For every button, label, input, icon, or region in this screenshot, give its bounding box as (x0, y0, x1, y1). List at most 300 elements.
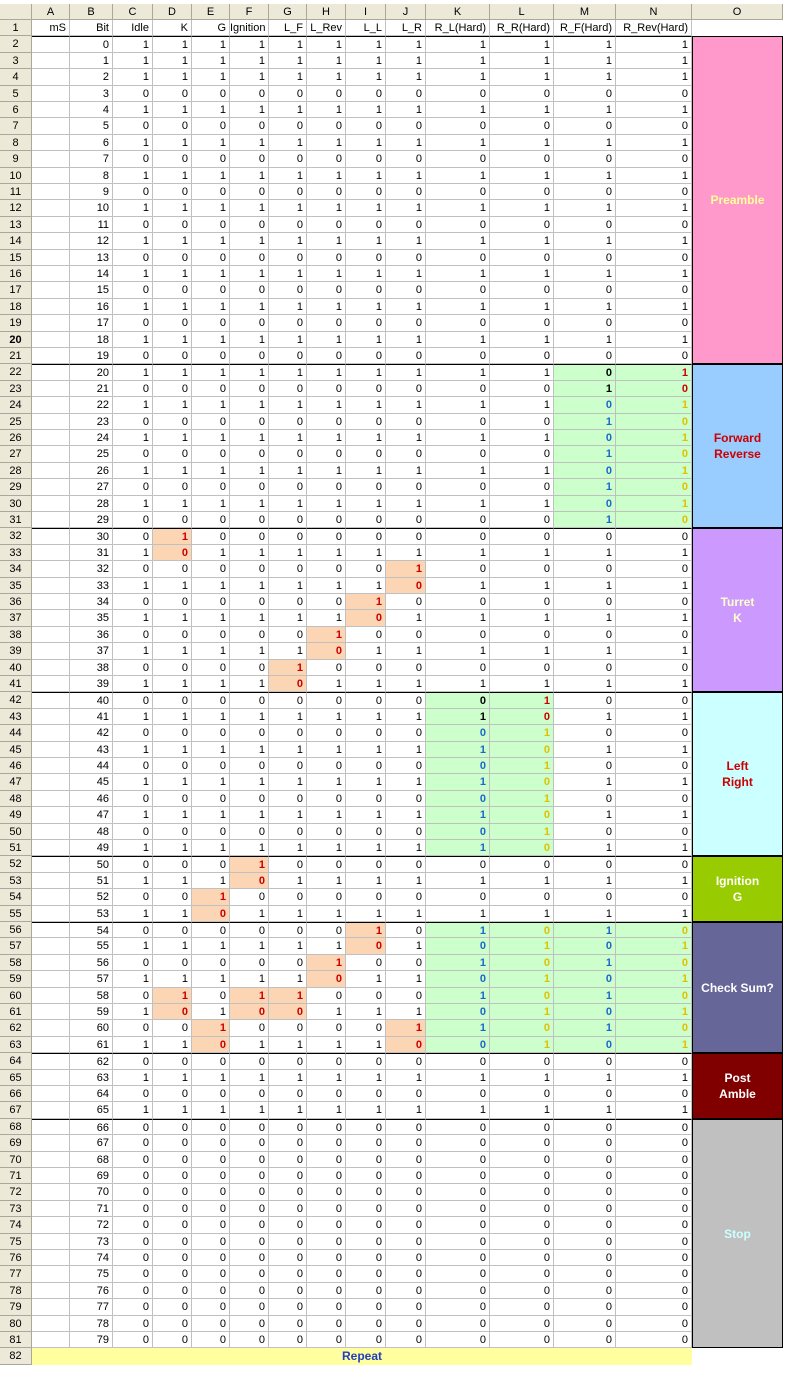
signal-cell[interactable]: 1 (616, 233, 692, 249)
signal-cell[interactable]: 0 (616, 86, 692, 102)
signal-cell[interactable]: 1 (192, 840, 230, 856)
signal-cell[interactable]: 1 (616, 496, 692, 512)
signal-cell[interactable]: 1 (230, 168, 269, 184)
signal-cell[interactable]: 1 (269, 774, 307, 790)
signal-cell[interactable]: 0 (490, 840, 554, 856)
row-header-22[interactable]: 22 (0, 364, 32, 380)
signal-cell[interactable]: 1 (554, 381, 616, 397)
ms-cell[interactable] (32, 233, 70, 249)
signal-cell[interactable]: 1 (346, 168, 386, 184)
row-header-2[interactable]: 2 (0, 36, 32, 52)
signal-cell[interactable]: 1 (230, 807, 269, 823)
ms-cell[interactable] (32, 414, 70, 430)
signal-cell[interactable]: 1 (490, 53, 554, 69)
signal-cell[interactable]: 0 (490, 922, 554, 938)
signal-cell[interactable]: 0 (386, 660, 426, 676)
signal-cell[interactable]: 1 (386, 233, 426, 249)
bit-cell[interactable]: 57 (70, 971, 113, 987)
signal-cell[interactable]: 1 (554, 135, 616, 151)
signal-cell[interactable]: 0 (554, 725, 616, 741)
row-header-29[interactable]: 29 (0, 479, 32, 495)
signal-cell[interactable]: 1 (230, 774, 269, 790)
group-label-preamble[interactable]: Preamble (692, 36, 783, 364)
signal-cell[interactable]: 1 (616, 1102, 692, 1118)
signal-cell[interactable]: 0 (307, 791, 346, 807)
signal-cell[interactable]: 0 (192, 528, 230, 544)
signal-cell[interactable]: 0 (307, 758, 346, 774)
signal-cell[interactable]: 0 (113, 791, 153, 807)
signal-cell[interactable]: 1 (426, 397, 490, 413)
signal-cell[interactable]: 1 (269, 742, 307, 758)
row-header-35[interactable]: 35 (0, 578, 32, 594)
signal-cell[interactable]: 0 (616, 118, 692, 134)
signal-cell[interactable]: 1 (192, 135, 230, 151)
signal-cell[interactable]: 0 (113, 446, 153, 462)
signal-cell[interactable]: 1 (426, 102, 490, 118)
bit-cell[interactable]: 31 (70, 545, 113, 561)
signal-cell[interactable]: 0 (346, 856, 386, 872)
signal-cell[interactable]: 0 (616, 1316, 692, 1332)
signal-cell[interactable]: 0 (616, 1168, 692, 1184)
signal-cell[interactable]: 0 (307, 479, 346, 495)
signal-cell[interactable]: 0 (230, 1053, 269, 1069)
ms-cell[interactable] (32, 791, 70, 807)
signal-cell[interactable]: 0 (346, 528, 386, 544)
bit-cell[interactable]: 17 (70, 315, 113, 331)
signal-cell[interactable]: 1 (307, 955, 346, 971)
signal-cell[interactable]: 0 (307, 217, 346, 233)
signal-cell[interactable]: 1 (554, 1020, 616, 1036)
signal-cell[interactable]: 0 (153, 1053, 192, 1069)
signal-cell[interactable]: 1 (346, 971, 386, 987)
signal-cell[interactable]: 0 (113, 561, 153, 577)
signal-cell[interactable]: 1 (230, 545, 269, 561)
signal-cell[interactable]: 0 (554, 1152, 616, 1168)
signal-cell[interactable]: 0 (490, 184, 554, 200)
signal-cell[interactable]: 0 (426, 414, 490, 430)
signal-cell[interactable]: 1 (192, 971, 230, 987)
signal-cell[interactable]: 0 (192, 758, 230, 774)
signal-cell[interactable]: 1 (386, 1020, 426, 1036)
bit-cell[interactable]: 71 (70, 1201, 113, 1217)
signal-cell[interactable]: 0 (230, 446, 269, 462)
header-cell-e[interactable]: G (192, 20, 230, 36)
signal-cell[interactable]: 0 (490, 988, 554, 1004)
signal-cell[interactable]: 0 (113, 1332, 153, 1348)
signal-cell[interactable]: 0 (113, 1283, 153, 1299)
signal-cell[interactable]: 0 (386, 479, 426, 495)
signal-cell[interactable]: 0 (346, 725, 386, 741)
signal-cell[interactable]: 0 (616, 528, 692, 544)
signal-cell[interactable]: 1 (153, 102, 192, 118)
signal-cell[interactable]: 0 (386, 1266, 426, 1282)
signal-cell[interactable]: 1 (426, 135, 490, 151)
signal-cell[interactable]: 0 (346, 1234, 386, 1250)
ms-cell[interactable] (32, 1102, 70, 1118)
signal-cell[interactable]: 0 (307, 250, 346, 266)
signal-cell[interactable]: 0 (386, 348, 426, 364)
signal-cell[interactable]: 1 (307, 397, 346, 413)
ms-cell[interactable] (32, 86, 70, 102)
signal-cell[interactable]: 1 (490, 102, 554, 118)
signal-cell[interactable]: 1 (230, 135, 269, 151)
signal-cell[interactable]: 0 (307, 1266, 346, 1282)
signal-cell[interactable]: 1 (386, 676, 426, 692)
bit-cell[interactable]: 6 (70, 135, 113, 151)
signal-cell[interactable]: 1 (426, 36, 490, 52)
select-all-corner[interactable] (0, 4, 32, 20)
signal-cell[interactable]: 0 (426, 250, 490, 266)
signal-cell[interactable]: 1 (346, 332, 386, 348)
signal-cell[interactable]: 0 (386, 955, 426, 971)
group-label-left-right[interactable]: Left Right (692, 692, 783, 856)
signal-cell[interactable]: 1 (426, 1102, 490, 1118)
ms-cell[interactable] (32, 381, 70, 397)
signal-cell[interactable]: 0 (230, 1217, 269, 1233)
signal-cell[interactable]: 0 (616, 594, 692, 610)
signal-cell[interactable]: 0 (616, 824, 692, 840)
signal-cell[interactable]: 0 (386, 1119, 426, 1135)
signal-cell[interactable]: 0 (490, 1283, 554, 1299)
signal-cell[interactable]: 0 (153, 1299, 192, 1315)
signal-cell[interactable]: 1 (153, 528, 192, 544)
signal-cell[interactable]: 0 (346, 118, 386, 134)
signal-cell[interactable]: 1 (386, 545, 426, 561)
signal-cell[interactable]: 1 (616, 742, 692, 758)
row-header-64[interactable]: 64 (0, 1053, 32, 1069)
signal-cell[interactable]: 1 (426, 496, 490, 512)
column-header-d[interactable]: D (153, 4, 192, 20)
row-header-10[interactable]: 10 (0, 168, 32, 184)
signal-cell[interactable]: 0 (153, 315, 192, 331)
signal-cell[interactable]: 0 (192, 282, 230, 298)
signal-cell[interactable]: 1 (426, 299, 490, 315)
signal-cell[interactable]: 0 (386, 1299, 426, 1315)
signal-cell[interactable]: 1 (616, 610, 692, 626)
signal-cell[interactable]: 0 (616, 1299, 692, 1315)
ms-cell[interactable] (32, 561, 70, 577)
signal-cell[interactable]: 0 (426, 660, 490, 676)
ms-cell[interactable] (32, 1020, 70, 1036)
signal-cell[interactable]: 0 (153, 1135, 192, 1151)
signal-cell[interactable]: 1 (230, 332, 269, 348)
row-header-72[interactable]: 72 (0, 1184, 32, 1200)
row-header-59[interactable]: 59 (0, 971, 32, 987)
signal-cell[interactable]: 1 (386, 906, 426, 922)
row-header-60[interactable]: 60 (0, 988, 32, 1004)
signal-cell[interactable]: 1 (386, 807, 426, 823)
row-header-8[interactable]: 8 (0, 135, 32, 151)
signal-cell[interactable]: 0 (426, 889, 490, 905)
signal-cell[interactable]: 1 (269, 53, 307, 69)
signal-cell[interactable]: 0 (230, 1316, 269, 1332)
signal-cell[interactable]: 0 (113, 1135, 153, 1151)
signal-cell[interactable]: 1 (616, 709, 692, 725)
signal-cell[interactable]: 0 (386, 86, 426, 102)
signal-cell[interactable]: 0 (386, 1184, 426, 1200)
signal-cell[interactable]: 1 (269, 463, 307, 479)
signal-cell[interactable]: 0 (386, 282, 426, 298)
signal-cell[interactable]: 1 (192, 807, 230, 823)
signal-cell[interactable]: 0 (346, 1250, 386, 1266)
signal-cell[interactable]: 0 (192, 315, 230, 331)
signal-cell[interactable]: 0 (386, 315, 426, 331)
ms-cell[interactable] (32, 332, 70, 348)
signal-cell[interactable]: 1 (153, 332, 192, 348)
signal-cell[interactable]: 0 (113, 1299, 153, 1315)
signal-cell[interactable]: 0 (230, 381, 269, 397)
bit-cell[interactable]: 49 (70, 840, 113, 856)
bit-cell[interactable]: 47 (70, 807, 113, 823)
signal-cell[interactable]: 0 (153, 1201, 192, 1217)
signal-cell[interactable]: 0 (490, 856, 554, 872)
signal-cell[interactable]: 1 (113, 463, 153, 479)
signal-cell[interactable]: 1 (192, 643, 230, 659)
bit-cell[interactable]: 51 (70, 873, 113, 889)
column-header-f[interactable]: F (230, 4, 269, 20)
signal-cell[interactable]: 0 (346, 938, 386, 954)
signal-cell[interactable]: 0 (307, 1201, 346, 1217)
signal-cell[interactable]: 1 (490, 643, 554, 659)
signal-cell[interactable]: 0 (307, 660, 346, 676)
bit-cell[interactable]: 10 (70, 200, 113, 216)
ms-cell[interactable] (32, 348, 70, 364)
signal-cell[interactable]: 1 (269, 971, 307, 987)
signal-cell[interactable]: 0 (554, 348, 616, 364)
ms-cell[interactable] (32, 102, 70, 118)
signal-cell[interactable]: 1 (153, 840, 192, 856)
ms-cell[interactable] (32, 512, 70, 528)
signal-cell[interactable]: 0 (192, 1316, 230, 1332)
signal-cell[interactable]: 1 (307, 135, 346, 151)
signal-cell[interactable]: 1 (426, 200, 490, 216)
signal-cell[interactable]: 1 (269, 938, 307, 954)
signal-cell[interactable]: 1 (153, 266, 192, 282)
row-header-41[interactable]: 41 (0, 676, 32, 692)
signal-cell[interactable]: 0 (269, 1152, 307, 1168)
row-header-13[interactable]: 13 (0, 217, 32, 233)
signal-cell[interactable]: 0 (192, 479, 230, 495)
signal-cell[interactable]: 0 (386, 988, 426, 1004)
signal-cell[interactable]: 1 (113, 840, 153, 856)
signal-cell[interactable]: 1 (192, 332, 230, 348)
signal-cell[interactable]: 0 (153, 545, 192, 561)
ms-cell[interactable] (32, 807, 70, 823)
signal-cell[interactable]: 1 (426, 53, 490, 69)
signal-cell[interactable]: 1 (269, 135, 307, 151)
bit-cell[interactable]: 58 (70, 988, 113, 1004)
signal-cell[interactable]: 0 (269, 1184, 307, 1200)
signal-cell[interactable]: 1 (269, 496, 307, 512)
signal-cell[interactable]: 1 (386, 1004, 426, 1020)
signal-cell[interactable]: 0 (616, 856, 692, 872)
signal-cell[interactable]: 0 (113, 758, 153, 774)
signal-cell[interactable]: 1 (113, 200, 153, 216)
signal-cell[interactable]: 0 (307, 1020, 346, 1036)
signal-cell[interactable]: 1 (153, 676, 192, 692)
signal-cell[interactable]: 0 (153, 151, 192, 167)
row-header-1[interactable]: 1 (0, 20, 32, 36)
signal-cell[interactable]: 1 (346, 69, 386, 85)
signal-cell[interactable]: 0 (426, 1053, 490, 1069)
signal-cell[interactable]: 1 (192, 709, 230, 725)
signal-cell[interactable]: 0 (346, 217, 386, 233)
signal-cell[interactable]: 1 (192, 463, 230, 479)
signal-cell[interactable]: 0 (269, 118, 307, 134)
signal-cell[interactable]: 0 (153, 1316, 192, 1332)
signal-cell[interactable]: 1 (426, 988, 490, 1004)
row-header-34[interactable]: 34 (0, 561, 32, 577)
bit-cell[interactable]: 20 (70, 364, 113, 380)
group-label-stop[interactable]: Stop (692, 1119, 783, 1349)
signal-cell[interactable]: 0 (426, 692, 490, 708)
signal-cell[interactable]: 1 (616, 299, 692, 315)
ms-cell[interactable] (32, 1119, 70, 1135)
bit-cell[interactable]: 12 (70, 233, 113, 249)
signal-cell[interactable]: 0 (554, 824, 616, 840)
signal-cell[interactable]: 0 (426, 315, 490, 331)
signal-cell[interactable]: 1 (192, 1070, 230, 1086)
signal-cell[interactable]: 1 (490, 545, 554, 561)
signal-cell[interactable]: 0 (426, 1299, 490, 1315)
signal-cell[interactable]: 1 (307, 332, 346, 348)
signal-cell[interactable]: 0 (490, 315, 554, 331)
bit-cell[interactable]: 11 (70, 217, 113, 233)
bit-cell[interactable]: 45 (70, 774, 113, 790)
signal-cell[interactable]: 1 (307, 873, 346, 889)
signal-cell[interactable]: 1 (490, 791, 554, 807)
signal-cell[interactable]: 0 (346, 250, 386, 266)
signal-cell[interactable]: 0 (230, 1234, 269, 1250)
ms-cell[interactable] (32, 627, 70, 643)
bit-cell[interactable]: 65 (70, 1102, 113, 1118)
signal-cell[interactable]: 0 (386, 1037, 426, 1053)
signal-cell[interactable]: 0 (554, 1283, 616, 1299)
signal-cell[interactable]: 0 (554, 938, 616, 954)
signal-cell[interactable]: 0 (153, 1332, 192, 1348)
signal-cell[interactable]: 0 (386, 1053, 426, 1069)
signal-cell[interactable]: 0 (113, 282, 153, 298)
signal-cell[interactable]: 0 (307, 594, 346, 610)
signal-cell[interactable]: 1 (616, 69, 692, 85)
signal-cell[interactable]: 0 (426, 1217, 490, 1233)
signal-cell[interactable]: 0 (153, 414, 192, 430)
signal-cell[interactable]: 1 (153, 643, 192, 659)
signal-cell[interactable]: 0 (307, 1234, 346, 1250)
signal-cell[interactable]: 0 (346, 955, 386, 971)
signal-cell[interactable]: 0 (554, 1234, 616, 1250)
ms-cell[interactable] (32, 725, 70, 741)
column-header-b[interactable]: B (70, 4, 113, 20)
signal-cell[interactable]: 1 (113, 53, 153, 69)
signal-cell[interactable]: 1 (192, 610, 230, 626)
signal-cell[interactable]: 0 (426, 184, 490, 200)
signal-cell[interactable]: 1 (346, 36, 386, 52)
signal-cell[interactable]: 1 (269, 1070, 307, 1086)
signal-cell[interactable]: 1 (490, 233, 554, 249)
signal-cell[interactable]: 0 (346, 1217, 386, 1233)
signal-cell[interactable]: 0 (113, 955, 153, 971)
signal-cell[interactable]: 1 (269, 660, 307, 676)
signal-cell[interactable]: 0 (269, 889, 307, 905)
signal-cell[interactable]: 0 (346, 86, 386, 102)
signal-cell[interactable]: 1 (346, 873, 386, 889)
bit-cell[interactable]: 38 (70, 660, 113, 676)
signal-cell[interactable]: 0 (490, 1250, 554, 1266)
signal-cell[interactable]: 0 (192, 1250, 230, 1266)
signal-cell[interactable]: 1 (113, 578, 153, 594)
signal-cell[interactable]: 1 (269, 873, 307, 889)
signal-cell[interactable]: 0 (113, 184, 153, 200)
signal-cell[interactable]: 1 (153, 496, 192, 512)
bit-cell[interactable]: 73 (70, 1234, 113, 1250)
column-header-i[interactable]: I (346, 4, 386, 20)
signal-cell[interactable]: 0 (346, 660, 386, 676)
signal-cell[interactable]: 0 (153, 1119, 192, 1135)
signal-cell[interactable]: 1 (307, 742, 346, 758)
row-header-9[interactable]: 9 (0, 151, 32, 167)
signal-cell[interactable]: 0 (153, 1266, 192, 1282)
row-header-36[interactable]: 36 (0, 594, 32, 610)
signal-cell[interactable]: 1 (346, 364, 386, 380)
signal-cell[interactable]: 1 (386, 742, 426, 758)
signal-cell[interactable]: 0 (113, 1250, 153, 1266)
signal-cell[interactable]: 0 (307, 1316, 346, 1332)
signal-cell[interactable]: 0 (490, 118, 554, 134)
signal-cell[interactable]: 0 (230, 824, 269, 840)
signal-cell[interactable]: 1 (307, 545, 346, 561)
signal-cell[interactable]: 0 (554, 692, 616, 708)
signal-cell[interactable]: 0 (554, 1217, 616, 1233)
signal-cell[interactable]: 1 (554, 233, 616, 249)
signal-cell[interactable]: 1 (269, 299, 307, 315)
signal-cell[interactable]: 1 (307, 36, 346, 52)
signal-cell[interactable]: 0 (490, 1332, 554, 1348)
signal-cell[interactable]: 0 (307, 692, 346, 708)
signal-cell[interactable]: 0 (113, 692, 153, 708)
signal-cell[interactable]: 1 (346, 906, 386, 922)
signal-cell[interactable]: 0 (490, 151, 554, 167)
signal-cell[interactable]: 0 (269, 1135, 307, 1151)
signal-cell[interactable]: 1 (490, 364, 554, 380)
ms-cell[interactable] (32, 971, 70, 987)
signal-cell[interactable]: 0 (554, 1266, 616, 1282)
bit-cell[interactable]: 19 (70, 348, 113, 364)
signal-cell[interactable]: 0 (616, 1266, 692, 1282)
signal-cell[interactable]: 1 (616, 53, 692, 69)
signal-cell[interactable]: 1 (346, 643, 386, 659)
row-header-70[interactable]: 70 (0, 1152, 32, 1168)
row-header-17[interactable]: 17 (0, 282, 32, 298)
signal-cell[interactable]: 1 (230, 364, 269, 380)
signal-cell[interactable]: 1 (307, 168, 346, 184)
signal-cell[interactable]: 0 (346, 758, 386, 774)
signal-cell[interactable]: 0 (269, 528, 307, 544)
signal-cell[interactable]: 0 (490, 561, 554, 577)
row-header-45[interactable]: 45 (0, 742, 32, 758)
ms-cell[interactable] (32, 578, 70, 594)
row-header-25[interactable]: 25 (0, 414, 32, 430)
signal-cell[interactable]: 1 (616, 873, 692, 889)
signal-cell[interactable]: 0 (490, 1201, 554, 1217)
signal-cell[interactable]: 0 (554, 758, 616, 774)
signal-cell[interactable]: 1 (386, 1102, 426, 1118)
ms-cell[interactable] (32, 1299, 70, 1315)
ms-cell[interactable] (32, 1266, 70, 1282)
signal-cell[interactable]: 0 (307, 414, 346, 430)
signal-cell[interactable]: 1 (426, 69, 490, 85)
signal-cell[interactable]: 0 (426, 824, 490, 840)
